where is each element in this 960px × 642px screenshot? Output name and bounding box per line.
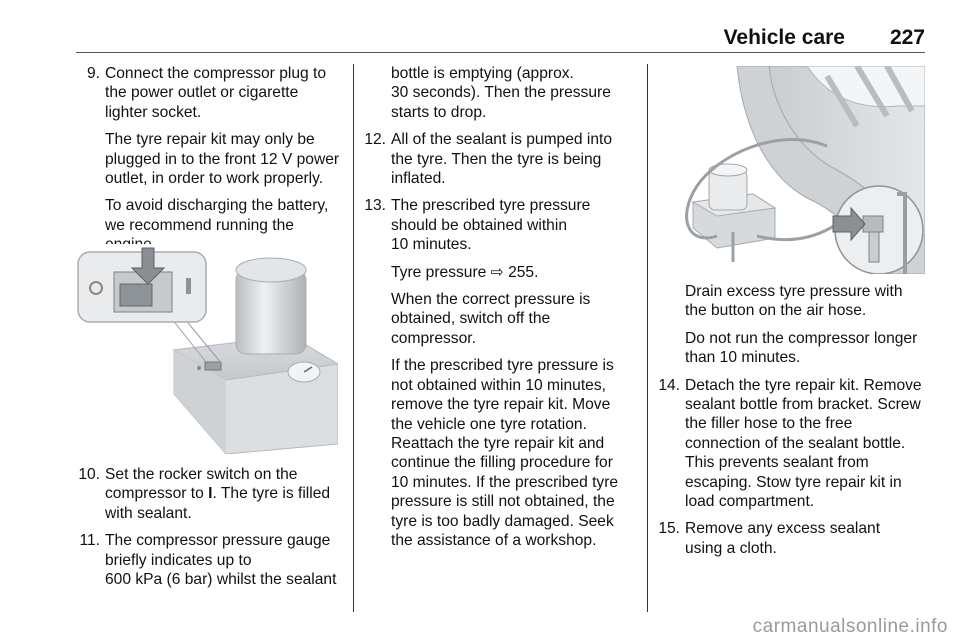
page-number: 227 (889, 26, 925, 49)
step-15 (656, 519, 938, 558)
tyre-air-hose-image (657, 66, 925, 274)
page-header (76, 24, 925, 53)
column-divider-right (647, 64, 648, 612)
step-12 (362, 130, 644, 188)
step-9-note-power-outlet: The tyre repair kit may only be plugged in to the front 12 V power outlet, in order to work properly. (105, 131, 340, 188)
step-13-text: The prescribed tyre pressure should be obtained within 10 minutes. (391, 197, 591, 254)
step-number: 9. (86, 65, 100, 82)
step-10-text: Set the rocker switch on the compressor to I. The tyre is filled with sealant. (105, 466, 331, 522)
step-number: 15. (658, 520, 680, 538)
tyre-air-hose-illustration (657, 66, 925, 274)
column-2 (362, 64, 644, 558)
step-15-text: Remove any excess sealant using a cloth. (685, 520, 881, 557)
step-number: 13. (364, 197, 386, 215)
step-14-text: Detach the tyre repair kit. Remove sealant bottle from bracket. Screw the filler hose to the free connection of the sealant bottle. This prevents sealant from escaping. Stow tyre repair kit in load compartment. (685, 376, 922, 511)
step-11 (76, 531, 352, 589)
page-reference-arrow-icon: ⇨ (490, 263, 504, 281)
section-title: Vehicle care (723, 26, 845, 49)
step-10 (76, 465, 352, 523)
step-11-continued: bottle is emptying (approx. 30 seconds). Then the pressure starts to drop. (391, 65, 611, 121)
column-1 (76, 64, 346, 263)
column-3 (656, 282, 938, 566)
step-12-text: All of the sealant is pumped into the tyre. Then the tyre is being inflated. (391, 131, 613, 188)
step-number: 10. (78, 466, 100, 483)
step-9 (76, 64, 346, 255)
step-11-text: The compressor pressure gauge briefly indicates up to 600 kPa (6 bar) whilst the sealant (105, 532, 337, 589)
step-14 (656, 376, 938, 512)
step-number: 12. (364, 131, 386, 149)
column-divider-left (353, 64, 354, 612)
step-13-switch-off: When the correct pressure is obtained, switch off the compressor. (391, 291, 591, 347)
step-9-note-battery: To avoid discharging the battery, we recommend running the (105, 197, 329, 234)
step-13-not-obtained: If the prescribed tyre pressure is not obtained within 10 minutes, remove the tyre repair kit. Move the vehicle one tyre rotation. Reattach the tyre repair kit and continue the filling procedure for 10 minutes. If the prescribed tyre pressure is still not obtained, the tyre is too badly damaged. Seek the assistance of a workshop. (391, 357, 619, 549)
step-13 (362, 196, 644, 550)
compressor-switch-illustration (76, 244, 338, 454)
source-watermark[interactable]: carmanualsonline.info (752, 616, 948, 637)
step-number: 14. (658, 376, 680, 394)
step-9-text: Connect the compressor plug to the power outlet or cigarette lighter socket. (105, 65, 327, 121)
compressor-switch-image (76, 244, 338, 454)
tyre-pressure-reference: Tyre pressure ⇨ 255. (391, 263, 539, 281)
page-reference-link[interactable]: ⇨ 255. (490, 263, 539, 281)
column-1-bottom (76, 465, 352, 597)
switch-position-label: I (208, 485, 213, 503)
compressor-time-limit-note: Do not run the compressor longer than 10 minutes. (685, 329, 918, 367)
step-13-drain-note: Drain excess tyre pressure with the button on the air hose. Do not run the compressor longer than 10 minutes. (685, 282, 938, 368)
step-number: 11. (79, 532, 100, 550)
